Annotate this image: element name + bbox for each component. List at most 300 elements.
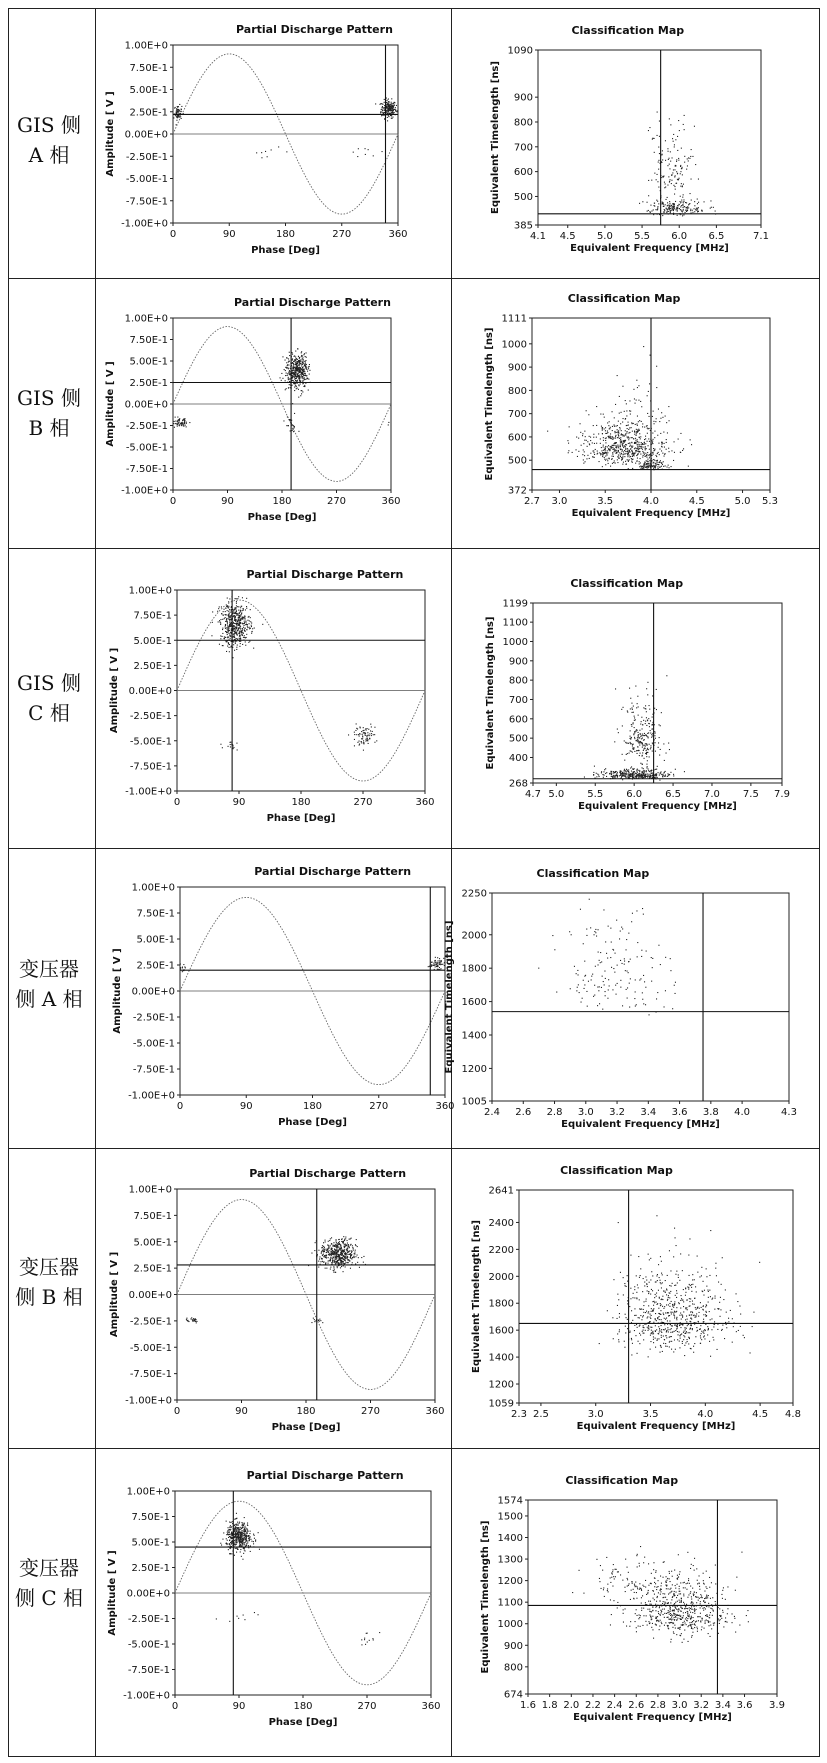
prpd-discharge-point — [388, 422, 389, 423]
classification-point — [646, 426, 647, 427]
prpd-discharge-point — [437, 957, 438, 958]
classification-point — [689, 1238, 690, 1239]
classification-point — [663, 1313, 664, 1314]
classification-x-tick-label: 2.8 — [546, 1107, 563, 1118]
prpd-discharge-point — [249, 628, 250, 629]
classification-point — [621, 457, 622, 458]
prpd-discharge-point — [347, 1256, 348, 1257]
prpd-discharge-point — [243, 627, 244, 628]
classification-y-tick-label: 500 — [513, 191, 533, 203]
classification-point — [637, 458, 638, 459]
prpd-discharge-point — [356, 728, 357, 729]
classification-point — [617, 775, 618, 776]
prpd-discharge-point — [304, 361, 305, 362]
prpd-discharge-point — [298, 368, 299, 369]
prpd-discharge-point — [440, 962, 441, 963]
prpd-y-tick-label: -2.50E-1 — [127, 1614, 170, 1625]
classification-point — [638, 1317, 639, 1318]
classification-point — [631, 447, 632, 448]
prpd-discharge-point — [296, 376, 297, 377]
prpd-discharge-point — [320, 1261, 321, 1262]
classification-point — [661, 712, 662, 713]
prpd-discharge-point — [238, 618, 239, 619]
classification-point — [599, 461, 600, 462]
classification-point — [658, 1313, 659, 1314]
prpd-y-tick-label: 0.00E+0 — [128, 1290, 172, 1301]
classification-point — [713, 1339, 714, 1340]
classification-point — [650, 1317, 651, 1318]
classification-point — [657, 992, 658, 993]
prpd-y-tick-label: -7.50E-1 — [125, 196, 168, 208]
classification-point — [658, 1308, 659, 1309]
prpd-discharge-point — [294, 413, 295, 414]
classification-y-tick-label: 2641 — [488, 1185, 514, 1197]
classification-point — [568, 452, 569, 453]
classification-point — [666, 1330, 667, 1331]
classification-point — [657, 462, 658, 463]
classification-point — [610, 438, 611, 439]
classification-point — [712, 1299, 713, 1300]
classification-point — [664, 1291, 665, 1292]
classification-point — [720, 1316, 721, 1317]
classification-point — [683, 202, 684, 203]
classification-point — [685, 212, 686, 213]
classification-point — [650, 747, 651, 748]
classification-point — [612, 989, 613, 990]
prpd-y-tick-label: 1.00E+0 — [128, 585, 172, 597]
classification-point — [607, 958, 608, 959]
prpd-discharge-point — [322, 1250, 323, 1251]
classification-point — [622, 422, 623, 423]
prpd-discharge-point — [235, 617, 236, 618]
prpd-discharge-point — [300, 395, 301, 396]
classification-point — [646, 752, 647, 753]
prpd-x-tick-label: 0 — [169, 496, 177, 507]
classification-point — [621, 441, 622, 442]
classification-point — [667, 432, 668, 433]
classification-point — [659, 1298, 660, 1299]
classification-point — [583, 449, 584, 450]
classification-point — [654, 449, 655, 450]
classification-point — [640, 1275, 641, 1276]
prpd-discharge-point — [175, 417, 176, 418]
classification-point — [624, 773, 625, 774]
prpd-y-tick-label: -7.50E-1 — [127, 1665, 170, 1676]
classification-point — [647, 461, 648, 462]
classification-point — [649, 454, 650, 455]
classification-point — [677, 1324, 678, 1325]
prpd-discharge-point — [229, 647, 230, 648]
classification-point — [683, 1301, 684, 1302]
classification-point — [703, 1314, 704, 1315]
classification-point — [670, 1291, 671, 1292]
prpd-discharge-point — [301, 393, 302, 394]
classification-point — [650, 1335, 651, 1336]
classification-point — [667, 1313, 668, 1314]
classification-point — [642, 423, 643, 424]
classification-y-tick-label: 900 — [508, 656, 528, 668]
prpd-discharge-point — [174, 427, 175, 428]
classification-point — [657, 1340, 658, 1341]
classification-point — [690, 209, 691, 210]
prpd-discharge-point — [298, 389, 299, 390]
classification-point — [664, 209, 665, 210]
classification-x-tick-label: 2.6 — [515, 1107, 532, 1118]
classification-point — [698, 179, 699, 180]
prpd-discharge-point — [362, 734, 363, 735]
classification-y-tick-label: 1600 — [488, 1325, 514, 1337]
classification-point — [657, 201, 658, 202]
classification-point — [644, 745, 645, 746]
classification-point — [627, 454, 628, 455]
prpd-discharge-point — [301, 369, 302, 370]
prpd-discharge-point — [369, 735, 370, 736]
prpd-y-tick-label: 2.50E-1 — [129, 107, 168, 119]
classification-point — [689, 1338, 690, 1339]
prpd-discharge-point — [363, 732, 364, 733]
prpd-discharge-point — [295, 351, 296, 352]
classification-point — [617, 1333, 618, 1334]
classification-point — [648, 438, 649, 439]
classification-point — [625, 1326, 626, 1327]
classification-point — [567, 440, 568, 441]
prpd-discharge-point — [391, 103, 392, 104]
classification-point — [701, 1267, 702, 1268]
prpd-discharge-point — [230, 617, 231, 618]
prpd-discharge-point — [329, 1240, 330, 1241]
classification-point — [690, 1328, 691, 1329]
classification-point — [688, 1337, 689, 1338]
prpd-discharge-point — [435, 964, 436, 965]
classification-point — [662, 1274, 663, 1275]
prpd-discharge-point — [367, 739, 368, 740]
classification-point — [641, 777, 642, 778]
classification-point — [624, 1347, 625, 1348]
classification-point — [733, 1326, 734, 1327]
prpd-discharge-point — [237, 645, 238, 646]
classification-point — [683, 210, 684, 211]
classification-point — [630, 743, 631, 744]
classification-point — [665, 990, 666, 991]
classification-point — [637, 451, 638, 452]
prpd-discharge-point — [187, 1320, 188, 1321]
classification-point — [701, 1275, 702, 1276]
prpd-discharge-point — [287, 375, 288, 376]
prpd-discharge-point — [295, 385, 296, 386]
prpd-discharge-point — [295, 372, 296, 373]
prpd-discharge-point — [328, 1261, 329, 1262]
prpd-discharge-point — [319, 1319, 320, 1320]
classification-point — [608, 463, 609, 464]
classification-point — [708, 1302, 709, 1303]
classification-point — [624, 770, 625, 771]
prpd-discharge-point — [234, 607, 235, 608]
classification-point — [660, 466, 661, 467]
prpd-discharge-point — [341, 1251, 342, 1252]
prpd-discharge-point — [225, 621, 226, 622]
classification-point — [666, 1331, 667, 1332]
prpd-x-tick-label: 180 — [293, 1701, 313, 1712]
classification-point — [596, 406, 597, 407]
classification-point — [622, 449, 623, 450]
classification-point — [705, 1314, 706, 1315]
prpd-y-axis-label: Amplitude [ V ] — [107, 1550, 118, 1636]
classification-point — [614, 417, 615, 418]
classification-point — [658, 747, 659, 748]
classification-x-tick-label: 5.0 — [548, 789, 565, 800]
classification-point — [636, 1315, 637, 1316]
prpd-discharge-point — [289, 374, 290, 375]
classification-point — [661, 1332, 662, 1333]
classification-point — [665, 465, 666, 466]
prpd-discharge-point — [176, 111, 177, 112]
classification-point — [628, 443, 629, 444]
prpd-discharge-point — [177, 110, 178, 111]
prpd-discharge-point — [294, 379, 295, 380]
classification-point — [641, 742, 642, 743]
classification-point — [637, 737, 638, 738]
classification-point — [576, 437, 577, 438]
prpd-discharge-point — [230, 744, 231, 745]
classification-point — [610, 928, 611, 929]
classification-point — [660, 1282, 661, 1283]
prpd-discharge-point — [225, 631, 226, 632]
prpd-y-tick-label: 0.00E+0 — [126, 1588, 170, 1600]
classification-point — [641, 950, 642, 951]
classification-point — [616, 453, 617, 454]
classification-point — [611, 942, 612, 943]
classification-point — [649, 383, 650, 384]
prpd-discharge-point — [243, 617, 244, 618]
prpd-discharge-point — [179, 104, 180, 105]
prpd-discharge-point — [249, 623, 250, 624]
prpd-discharge-point — [234, 628, 235, 629]
classification-point — [675, 1274, 676, 1275]
classification-point — [659, 1328, 660, 1329]
classification-point — [691, 179, 692, 180]
classification-point — [651, 737, 652, 738]
classification-y-tick-label: 385 — [513, 220, 533, 232]
prpd-discharge-point — [182, 420, 183, 421]
classification-point — [610, 957, 611, 958]
prpd-discharge-point — [240, 643, 241, 644]
classification-point — [661, 412, 662, 413]
classification-point — [596, 773, 597, 774]
prpd-discharge-point — [369, 738, 370, 739]
classification-point — [589, 899, 590, 900]
classification-point — [637, 703, 638, 704]
classification-point — [615, 432, 616, 433]
prpd-discharge-point — [195, 1320, 196, 1321]
classification-x-tick-label: 7.0 — [704, 789, 720, 800]
prpd-discharge-point — [336, 1252, 337, 1253]
prpd-discharge-point — [302, 361, 303, 362]
prpd-discharge-point — [247, 627, 248, 628]
prpd-discharge-point — [303, 380, 304, 381]
classification-point — [624, 442, 625, 443]
prpd-y-tick-label: 2.50E-1 — [133, 660, 172, 672]
prpd-x-tick-label: 90 — [232, 1701, 246, 1712]
classification-x-axis-label: Equivalent Frequency [MHz] — [570, 243, 729, 254]
classification-point — [670, 1270, 671, 1271]
classification-point — [635, 773, 636, 774]
classification-point — [671, 1301, 672, 1302]
prpd-y-tick-label: 5.00E-1 — [133, 1237, 172, 1249]
classification-point — [653, 468, 654, 469]
classification-point — [582, 433, 583, 434]
classification-point — [656, 774, 657, 775]
classification-point — [621, 709, 622, 710]
prpd-discharge-point — [303, 354, 304, 355]
classification-point — [681, 205, 682, 206]
prpd-discharge-point — [361, 731, 362, 732]
prpd-discharge-point — [440, 961, 441, 962]
classification-point — [642, 724, 643, 725]
classification-point — [593, 772, 594, 773]
classification-point — [641, 717, 642, 718]
classification-point — [650, 1349, 651, 1350]
classification-point — [672, 1304, 673, 1305]
classification-point — [619, 1331, 620, 1332]
classification-point — [646, 756, 647, 757]
prpd-discharge-point — [296, 367, 297, 368]
classification-point — [605, 440, 606, 441]
prpd-discharge-point — [297, 366, 298, 367]
classification-point — [617, 437, 618, 438]
classification-point — [652, 1290, 653, 1291]
classification-point — [640, 736, 641, 737]
prpd-discharge-point — [359, 741, 360, 742]
prpd-discharge-point — [235, 620, 236, 621]
prpd-discharge-point — [334, 1258, 335, 1259]
prpd-discharge-point — [311, 1253, 312, 1254]
classification-point — [635, 453, 636, 454]
classification-point — [659, 421, 660, 422]
prpd-discharge-point — [397, 110, 398, 111]
classification-point — [676, 1271, 677, 1272]
classification-point — [644, 748, 645, 749]
prpd-discharge-point — [357, 156, 358, 157]
prpd-discharge-point — [363, 730, 364, 731]
classification-point — [650, 205, 651, 206]
classification-point — [612, 463, 613, 464]
classification-point — [639, 741, 640, 742]
classification-point — [692, 212, 693, 213]
prpd-discharge-point — [344, 1239, 345, 1240]
classification-point — [674, 1301, 675, 1302]
prpd-discharge-point — [241, 619, 242, 620]
classification-point — [646, 951, 647, 952]
classification-point — [604, 428, 605, 429]
classification-point — [633, 769, 634, 770]
prpd-discharge-point — [330, 1269, 331, 1270]
prpd-x-tick-label: 270 — [326, 496, 347, 507]
prpd-y-tick-label: -1.00E+0 — [125, 1395, 172, 1407]
classification-point — [630, 768, 631, 769]
classification-point — [677, 136, 678, 137]
classification-point — [674, 186, 675, 187]
prpd-discharge-point — [393, 112, 394, 113]
classification-point — [599, 986, 600, 987]
classification-point — [618, 435, 619, 436]
classification-point — [696, 1316, 697, 1317]
prpd-discharge-point — [327, 1248, 328, 1249]
classification-point — [655, 738, 656, 739]
classification-point — [664, 443, 665, 444]
prpd-discharge-point — [229, 613, 230, 614]
prpd-discharge-point — [329, 1250, 330, 1251]
classification-point — [629, 400, 630, 401]
prpd-discharge-point — [391, 112, 392, 113]
classification-point — [637, 747, 638, 748]
prpd-discharge-point — [284, 369, 285, 370]
prpd-discharge-point — [436, 966, 437, 967]
classification-point — [621, 434, 622, 435]
classification-point — [702, 1291, 703, 1292]
classification-point — [629, 427, 630, 428]
classification-point — [679, 1303, 680, 1304]
classification-point — [576, 449, 577, 450]
classification-title: Classification Map — [567, 292, 681, 305]
classification-point — [667, 209, 668, 210]
classification-point — [637, 387, 638, 388]
classification-point — [605, 995, 606, 996]
classification-point — [752, 1326, 753, 1327]
prpd-discharge-point — [239, 638, 240, 639]
prpd-x-tick-label: 180 — [272, 496, 292, 507]
prpd-y-tick-label: 7.50E-1 — [133, 610, 172, 622]
classification-y-tick-label: 1199 — [502, 598, 528, 610]
classification-point — [715, 1298, 716, 1299]
classification-point — [633, 423, 634, 424]
classification-point — [666, 212, 667, 213]
classification-point — [656, 709, 657, 710]
classification-point — [663, 212, 664, 213]
classification-point — [683, 199, 684, 200]
classification-y-tick-label: 600 — [507, 432, 527, 444]
prpd-discharge-point — [248, 617, 249, 618]
classification-point — [703, 1319, 704, 1320]
classification-point — [643, 735, 644, 736]
classification-point — [652, 751, 653, 752]
classification-x-tick-label: 4.0 — [697, 1409, 714, 1420]
prpd-discharge-point — [222, 619, 223, 620]
classification-point — [643, 773, 644, 774]
classification-point — [632, 774, 633, 775]
prpd-discharge-point — [348, 1259, 349, 1260]
prpd-y-tick-label: -2.50E-1 — [132, 1012, 175, 1024]
classification-point — [647, 413, 648, 414]
classification-point — [538, 968, 539, 969]
classification-point — [681, 200, 682, 201]
prpd-discharge-point — [236, 610, 237, 611]
classification-point — [634, 1286, 635, 1287]
prpd-x-tick-label: 360 — [415, 797, 435, 808]
classification-point — [624, 961, 625, 962]
prpd-discharge-point — [289, 419, 290, 420]
classification-point — [635, 443, 636, 444]
classification-point — [652, 1332, 653, 1333]
classification-point — [664, 1318, 665, 1319]
classification-point — [651, 773, 652, 774]
classification-point — [621, 777, 622, 778]
classification-point — [655, 1318, 656, 1319]
classification-point — [670, 970, 671, 971]
classification-point — [630, 698, 631, 699]
classification-point — [628, 433, 629, 434]
classification-point — [638, 770, 639, 771]
classification-point — [661, 1283, 662, 1284]
